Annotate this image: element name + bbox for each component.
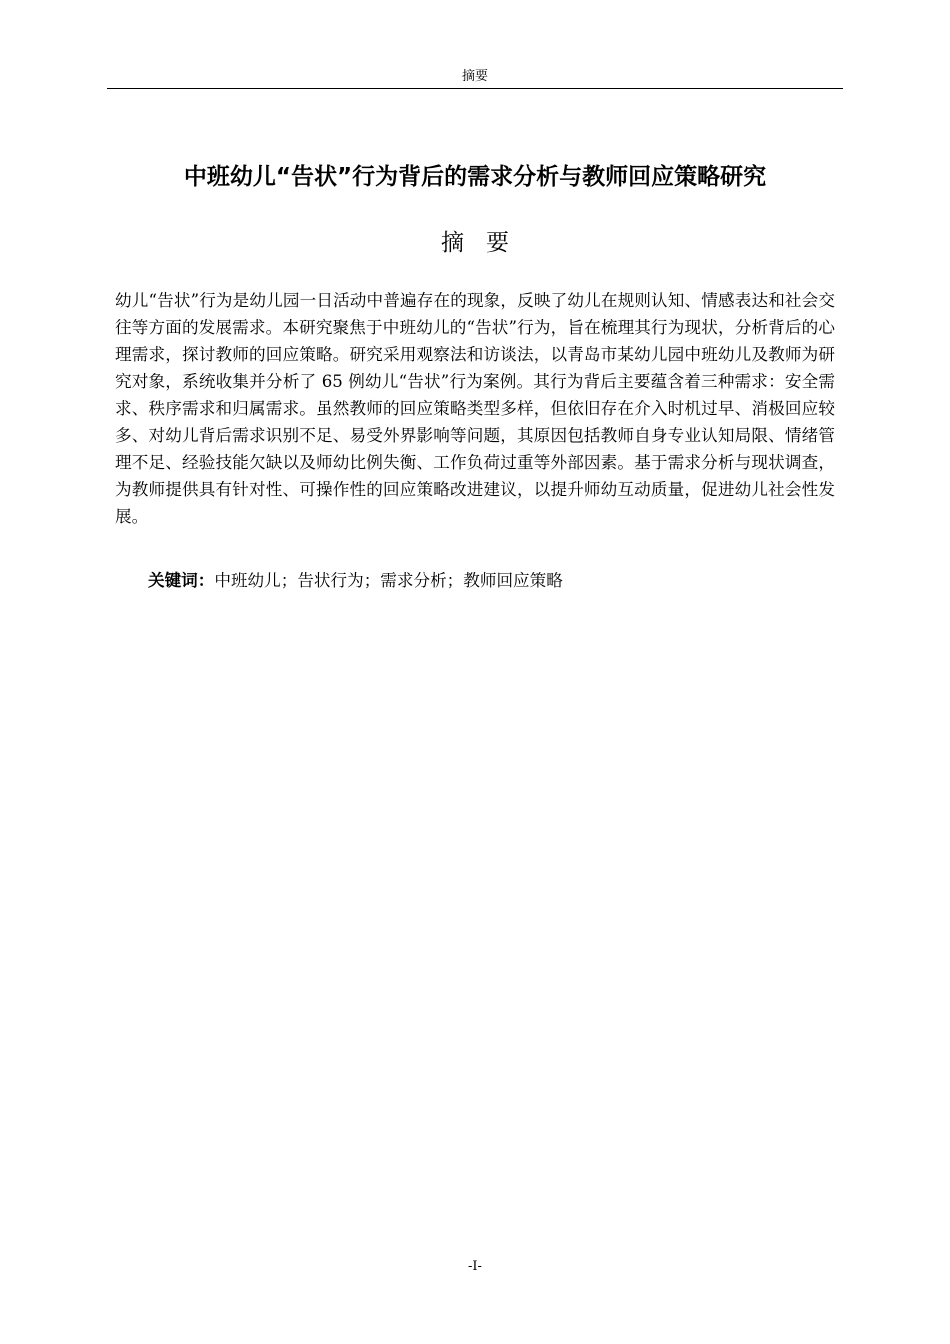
abstract-heading: 摘要 bbox=[441, 230, 531, 256]
keywords-line bbox=[148, 567, 838, 594]
document-title: 中班幼儿“告状”行为背后的需求分析与教师回应策略研究 bbox=[183, 164, 767, 190]
page-number: -I- bbox=[468, 1259, 482, 1274]
keywords-label: 关键词： bbox=[148, 571, 215, 590]
abstract-body: 幼儿“告状”行为是幼儿园一日活动中普遍存在的现象，反映了幼儿在规则认知、情感表达和社会交往等方面的发展需求。本研究聚焦于中班幼儿的“告状”行为，旨在梳理其行为现状，分析背后的心理需求，探讨教师的回应策略。研究采用观察法和访谈法，以青岛市某幼儿园中班幼儿及教师为研究对象，系统收集并分析了 65 例幼儿“告状”行为案例。其行为背后主要蕴含着三种需求：安全需求、秩序需求和归属需求。虽然教师的回应策略类型多样，但依旧存在介入时机过早、消极回应较多、对幼儿背后需求识别不足、易受外界影响等问题，其原因包括教师自身专业认知局限、情绪管理不足、经验技能欠缺以及师幼比例失衡、工作负荷过重等外部因素。基于需求分析与现状调查，为教师提供具有针对性、可操作性的回应策略改进建议，以提升师幼互动质量，促进幼儿社会性发展。 bbox=[115, 291, 835, 526]
header-divider bbox=[107, 88, 843, 89]
running-header: 摘要 bbox=[461, 69, 488, 84]
keywords-list: 中班幼儿；告状行为；需求分析；教师回应策略 bbox=[214, 571, 563, 590]
